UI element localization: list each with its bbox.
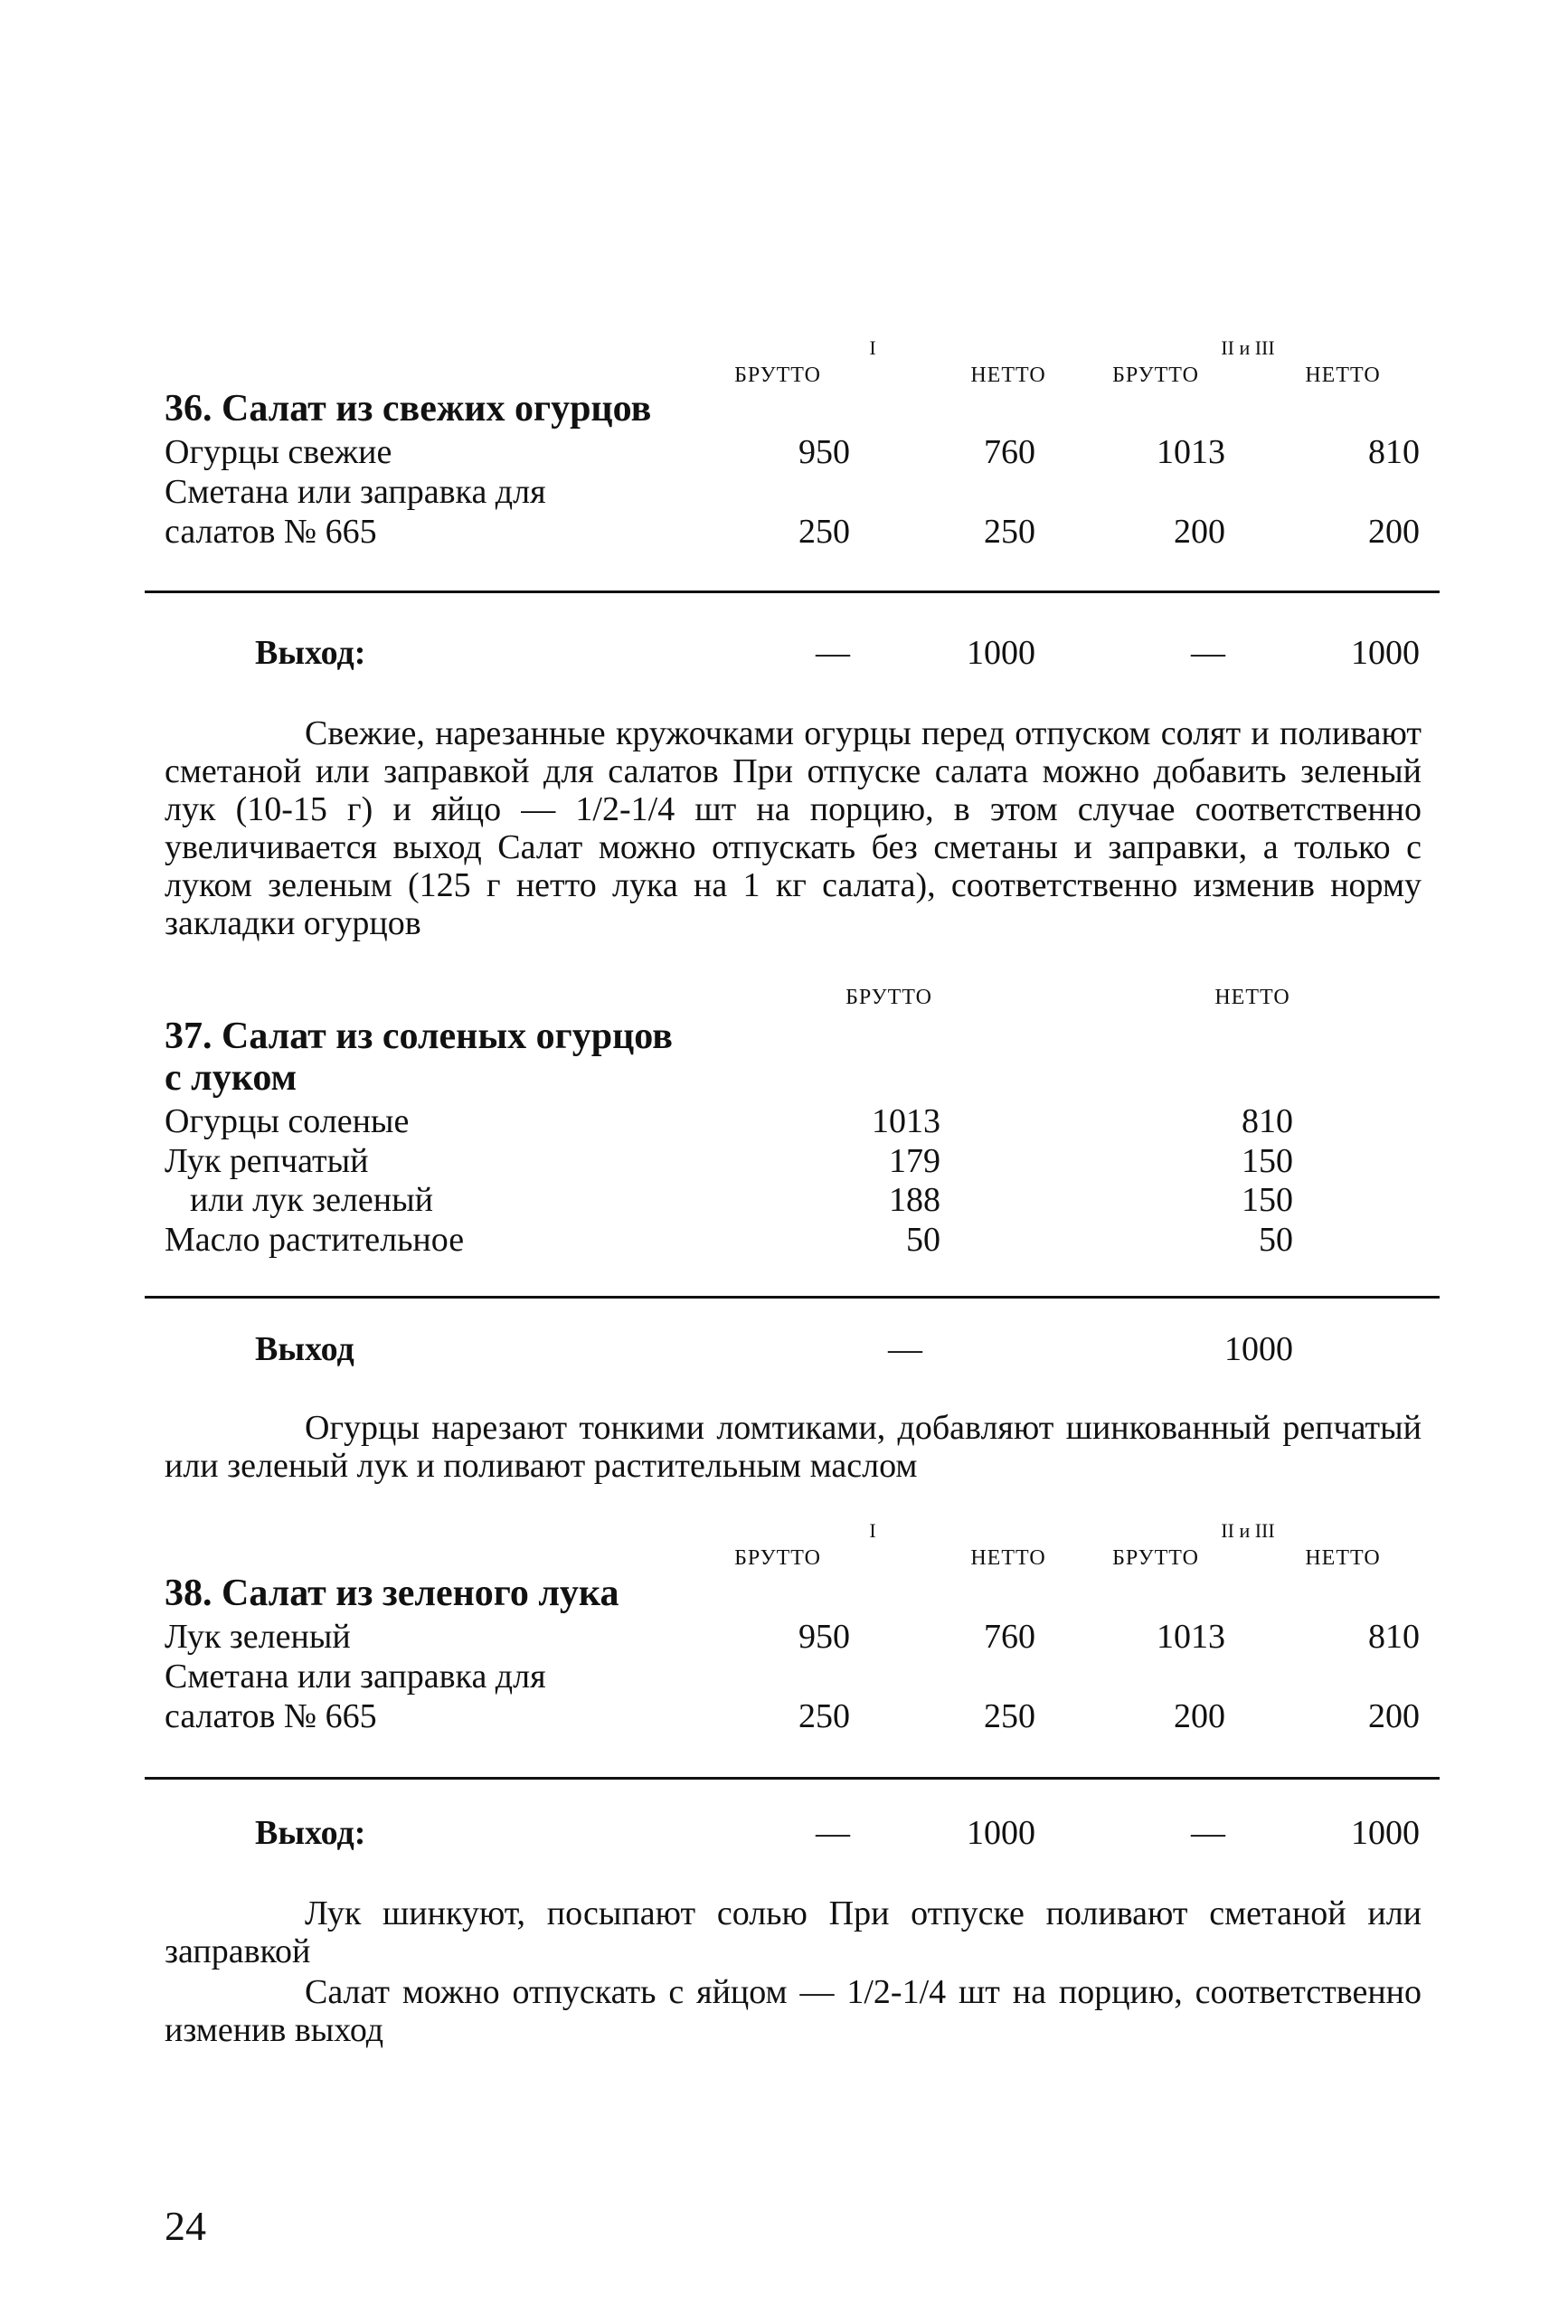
yield-value: 1000	[1351, 1814, 1420, 1852]
value-cell: 250	[984, 1697, 1035, 1735]
column-header-netto: НЕТТО	[970, 364, 1046, 387]
ingredient-name: Сметана или заправка для	[165, 473, 546, 511]
value-cell: 179	[889, 1142, 940, 1180]
page-number: 24	[165, 2203, 206, 2249]
column-header-brutto: БРУТТО	[1112, 364, 1199, 387]
table-rule	[145, 590, 1440, 593]
yield-value: 1000	[967, 1814, 1035, 1852]
ingredient-name: Сметана или заправка для	[165, 1658, 546, 1696]
value-cell: 50	[1259, 1221, 1293, 1259]
yield-label: Выход:	[255, 1814, 366, 1852]
column-header-brutto: БРУТТО	[845, 986, 932, 1009]
yield-label: Выход	[255, 1330, 354, 1368]
yield-value: —	[1191, 1814, 1225, 1852]
column-header-brutto: БРУТТО	[734, 364, 821, 387]
yield-value: 1000	[1351, 634, 1420, 672]
value-cell: 50	[906, 1221, 940, 1259]
value-cell: 760	[984, 433, 1035, 471]
value-cell: 1013	[1157, 1618, 1225, 1656]
value-cell: 200	[1368, 513, 1420, 551]
table-rule	[145, 1296, 1440, 1299]
value-cell: 950	[798, 1618, 850, 1656]
recipe-description: Огурцы нарезают тонкими ломтиками, добавляют шинкованный репчатый или зеленый лук и поливают растительным маслом	[165, 1409, 1422, 1485]
value-cell: 200	[1174, 513, 1225, 551]
value-cell: 760	[984, 1618, 1035, 1656]
group-header-ii-iii: II и III	[1221, 336, 1275, 359]
value-cell: 150	[1242, 1181, 1293, 1219]
column-header-netto: НЕТТО	[1305, 1546, 1381, 1570]
value-cell: 250	[798, 1697, 850, 1735]
value-cell: 810	[1242, 1102, 1293, 1140]
table-rule	[145, 1777, 1440, 1780]
yield-label: Выход:	[255, 634, 366, 672]
column-header-netto: НЕТТО	[1305, 364, 1381, 387]
value-cell: 810	[1368, 1618, 1420, 1656]
value-cell: 188	[889, 1181, 940, 1219]
value-cell: 150	[1242, 1142, 1293, 1180]
value-cell: 250	[984, 513, 1035, 551]
group-header-ii-iii: II и III	[1221, 1519, 1275, 1542]
group-header-i: I	[869, 1519, 876, 1542]
yield-value: —	[1191, 634, 1225, 672]
recipe-description: Лук шинкуют, посыпают солью При отпуске поливают сметаной или заправкой	[165, 1894, 1422, 1970]
yield-value: —	[816, 634, 850, 672]
column-header-brutto: БРУТТО	[734, 1546, 821, 1570]
recipe-title-continued: с луком	[165, 1057, 298, 1099]
value-cell: 200	[1368, 1697, 1420, 1735]
value-cell: 200	[1174, 1697, 1225, 1735]
ingredient-name: Лук зеленый	[165, 1618, 351, 1656]
recipe-description: Свежие, нарезанные кружочками огурцы перед отпуском солят и поливают сметаной или заправкой для салатов При отпуске салата можно добавить зеленый лук (10-15 г) и яйцо — 1/2-1/4 шт на порцию, в этом случае соответственно увеличивается выход Салат можно отпускать без сметаны и заправки, а только с луком зеленым (125 г нетто лука на 1 кг салата), соответственно изменив норму закладки огурцов	[165, 714, 1422, 942]
yield-value: 1000	[1224, 1330, 1293, 1368]
ingredient-name: Лук репчатый	[165, 1142, 369, 1180]
ingredient-name: Огурцы свежие	[165, 433, 392, 471]
ingredient-name-continued: салатов № 665	[165, 1697, 377, 1735]
ingredient-name-continued: салатов № 665	[165, 513, 377, 551]
recipe-note: Салат можно отпускать с яйцом — 1/2-1/4 шт на порцию, соответственно изменив выход	[165, 1973, 1422, 2049]
yield-value: 1000	[967, 634, 1035, 672]
ingredient-name: Масло растительное	[165, 1221, 465, 1259]
ingredient-name: Огурцы соленые	[165, 1102, 410, 1140]
value-cell: 1013	[1157, 433, 1225, 471]
column-header-netto: НЕТТО	[1214, 986, 1290, 1009]
yield-value: —	[816, 1814, 850, 1852]
value-cell: 950	[798, 433, 850, 471]
value-cell: 250	[798, 513, 850, 551]
group-header-i: I	[869, 336, 876, 359]
ingredient-name-alternative: или лук зеленый	[190, 1181, 433, 1219]
value-cell: 1013	[872, 1102, 940, 1140]
recipe-title: 36. Салат из свежих огурцов	[165, 388, 652, 430]
value-cell: 810	[1368, 433, 1420, 471]
column-header-brutto: БРУТТО	[1112, 1546, 1199, 1570]
yield-value: —	[888, 1330, 922, 1368]
recipe-title: 38. Салат из зеленого лука	[165, 1573, 619, 1614]
column-header-netto: НЕТТО	[970, 1546, 1046, 1570]
recipe-title: 37. Салат из соленых огурцов	[165, 1016, 673, 1057]
